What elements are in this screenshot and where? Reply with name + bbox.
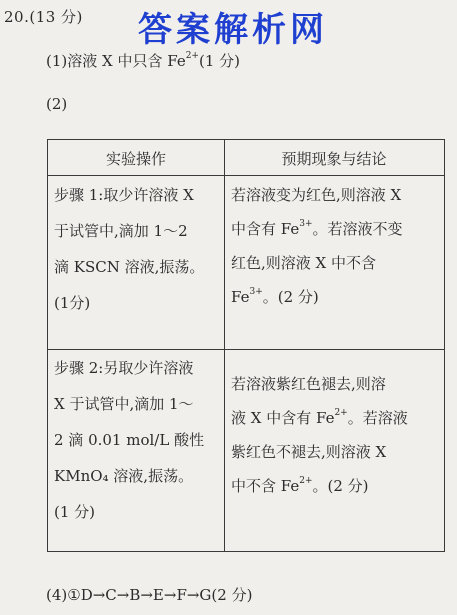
row-2-operation bbox=[54, 358, 204, 538]
row-divider bbox=[48, 349, 444, 350]
part-2-label: (2) bbox=[46, 95, 68, 113]
res-line: 若溶液变为红色,则溶液 X bbox=[231, 186, 402, 204]
part-1-answer bbox=[46, 50, 240, 71]
op-line: 2 滴 0.01 mol/L 酸性 bbox=[54, 431, 205, 449]
row-1-result bbox=[231, 185, 403, 321]
op-line: 步骤 2:另取少许溶液 bbox=[54, 359, 194, 377]
watermark-logo: 答案解析网 bbox=[138, 10, 328, 50]
part-4-answer: (4)①D→C→B→E→F→G(2 分) bbox=[46, 586, 253, 604]
op-line: 滴 KSCN 溶液,振荡。 bbox=[54, 258, 205, 276]
res-line: 中含有 $Fe^{3+}$。若溶液不变 bbox=[231, 219, 403, 238]
experiment-table bbox=[47, 139, 445, 552]
row-1-operation bbox=[54, 185, 204, 329]
row-2-result bbox=[231, 374, 408, 510]
column-divider bbox=[224, 140, 225, 551]
res-line: 红色,则溶液 X 中不含 bbox=[231, 254, 376, 272]
res-line: $Fe^{3+}$。(2 分) bbox=[231, 287, 319, 306]
res-line: 若溶液紫红色褪去,则溶 bbox=[231, 375, 386, 393]
op-line: KMnO₄ 溶液,振荡。 bbox=[54, 467, 194, 485]
op-line: (1分) bbox=[54, 294, 91, 312]
header-operation: 实验操作 bbox=[105, 150, 166, 168]
header-result: 预期现象与结论 bbox=[281, 150, 387, 168]
part-1-suffix: (1 分) bbox=[198, 52, 241, 70]
op-line: (1 分) bbox=[54, 503, 96, 521]
part-1-sup: 2+ bbox=[185, 51, 199, 61]
op-line: 步骤 1:取少许溶液 X bbox=[54, 186, 194, 204]
header-divider bbox=[48, 175, 444, 176]
res-line: 液 X 中含有 $Fe^{2+}$。若溶液 bbox=[231, 408, 408, 427]
res-line: 紫红色不褪去,则溶液 X bbox=[231, 443, 387, 461]
op-line: 于试管中,滴加 1～2 bbox=[54, 222, 188, 240]
res-line: 中不含 $Fe^{2+}$。(2 分) bbox=[231, 476, 369, 495]
question-number: 20.(13 分) bbox=[4, 8, 83, 26]
op-line: X 于试管中,滴加 1～ bbox=[54, 395, 194, 413]
part-1-prefix: (1)溶液 X 中只含 Fe bbox=[46, 52, 186, 70]
